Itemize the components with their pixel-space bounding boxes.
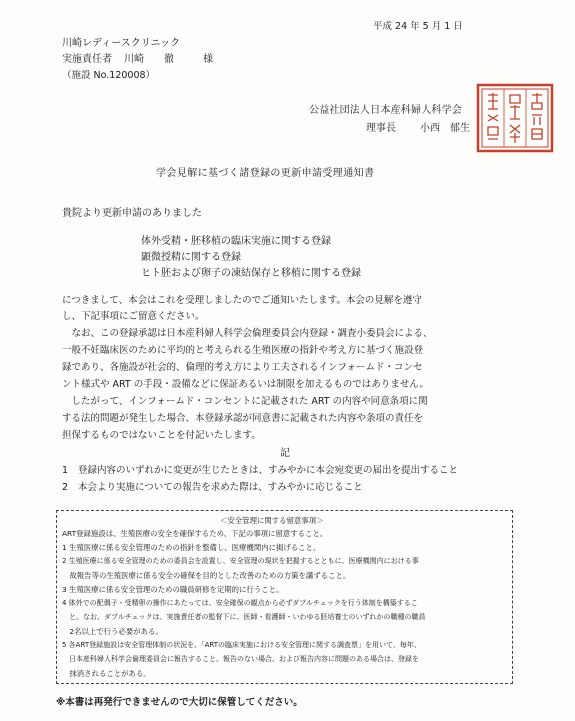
body-line: 録であり、各施設が社会的、倫理的考え方により工夫されるインフォームド・コンセ: [62, 362, 423, 373]
body-line: なお、この登録承認は日本産科婦人科学会倫理委員会内登録・調査小委員会による、: [62, 328, 433, 339]
recipient-clinic: 川崎レディースクリニック: [62, 38, 181, 49]
facility-number: （施設 No.120008）: [62, 70, 156, 81]
issue-date: 平成 24 年 5 月 1 日: [373, 21, 463, 32]
body-line: ント様式や ART の手段・設備などに保証あるいは制限を加えるものではありません。: [62, 379, 429, 390]
document-title: 学会見解に基づく諸登録の更新申請受理通知書: [156, 168, 375, 179]
notice-line: と。なお、ダブルチェックは、実施責任者の監督下に、医師・看護師・いわゆる胚培養士のいずれかの職種の職員: [62, 613, 426, 621]
notice-line: 2名以上で行う必要がある。: [62, 627, 163, 636]
intro-text: 貴院より更新申請のありました: [62, 208, 202, 219]
registration-item: 体外受精・胚移植の臨床実施に関する登録: [141, 236, 331, 247]
sender-name: 小西 郁生: [420, 123, 470, 134]
body-line: につきまして、本会はこれを受理しましたのでご通知いたします。本会の見解を遵守: [62, 295, 422, 306]
notice-line: 3 生殖医療に係る安全管理のための職員研修を定期的に行うこと。: [62, 585, 284, 594]
body-line: する法的問題が発生した場合、本登録承認が同意書に記載された内容や条項の責任を: [62, 413, 424, 424]
footer-note: ※本書は再発行できませんので大切に保管してください。: [56, 697, 303, 708]
notice-line: ART登録施設は、生殖医療の安全を確保するため、下記の事項に留意すること。: [62, 529, 328, 538]
item-text: 本会より実施についての報告を求めた際は、すみやかに応じること: [78, 482, 363, 493]
notice-line: 5 各ART登録施設は安全管理体制の状況を、「ARTの臨床実施における安全管理に関する調査票」を用いて、毎年、: [62, 641, 421, 649]
notice-line: 抹消されることがある。: [62, 669, 151, 678]
sender-role: 理事長: [366, 123, 396, 134]
item-number: 1: [62, 465, 69, 476]
official-seal: [476, 83, 554, 153]
recipient-role: 実施責任者: [62, 54, 112, 65]
notice-line: 4 体外での配偶子・受精卵の操作にあたっては、安全確保の観点から必ずダブルチェックを行う体制を構築するこ: [62, 599, 418, 607]
notice-line: 1 生殖医療に係る安全管理のための指針を整備し、医療機関内に掲げること。: [62, 543, 321, 552]
notice-title: ＜安全管理に関する留意事項＞: [220, 516, 324, 525]
registration-item: 顕微授精に関する登録: [141, 252, 241, 263]
recipient-name: 川崎 徹: [124, 54, 174, 65]
sender-organization: 公益社団法人日本産科婦人科学会: [309, 105, 462, 116]
body-line: し、下記事項にご留意ください。: [62, 311, 205, 322]
notice-line: 2 生殖医療に係る安全管理のための委員会を設置し、安全管理の現状を把握するとともに、医療機関内における事: [62, 557, 419, 565]
ki-heading: 記: [280, 448, 290, 459]
notice-line: 日本産科婦人科学会倫理委員会に報告すること。報告のない場合、および報告内容に問題のある場合は、登録を: [62, 655, 419, 663]
body-line: 担保するものではないことを付記いたします。: [62, 430, 261, 441]
body-line: 一般不妊臨床医のために平均的と考えられる生殖医療の指針や考え方に基づく施設登: [62, 345, 424, 356]
item-number: 2: [62, 482, 69, 493]
recipient-honorific: 様: [203, 54, 213, 65]
registration-item: ヒト胚および卵子の凍結保存と移植に関する登録: [141, 268, 361, 279]
item-text: 登録内容のいずれかに変更が生じたときは、すみやかに本会宛変更の届出を提出すること: [78, 465, 459, 476]
body-line: したがって、インフォームド・コンセントに記載された ART の内容や同意条項に関: [62, 396, 428, 407]
notice-line: 故報告等の生殖医療に係る安全の確保を目的とした改善のための方策を講ずること。: [62, 571, 351, 580]
